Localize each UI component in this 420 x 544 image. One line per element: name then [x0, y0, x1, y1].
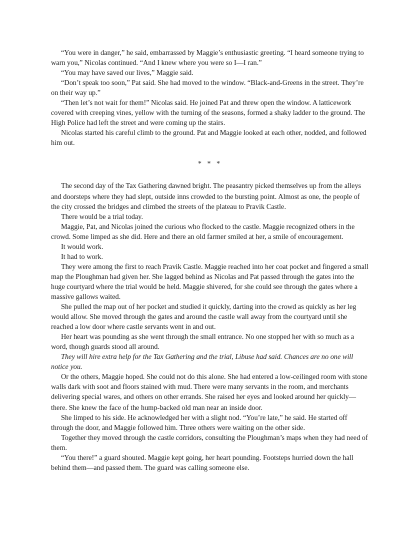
paragraph: There would be a trial today.: [61, 212, 144, 221]
paragraph: They were among the first to reach Pravik Castle. Maggie reached into her coat pocket and fingered a small map the Ploughman had given her. She lagged behind as Nicolas and Pat passed through the gates into the huge courtyard where the trial would be held. Maggie shivered, for she could see through the gates where a massive gallows waited.: [51, 262, 369, 301]
paragraph: “Don’t speak too soon,” Pat said. She had moved to the window. “Black-and-Greens in the street. They’re on their way up.”: [51, 79, 364, 98]
paragraph: “Then let’s not wait for them!” Nicolas said. He joined Pat and threw open the window. A latticework covered with creeping vines, yellow with the turning of the seasons, formed a shaky ladder to the ground. The High Police had left the street and were coming up the stairs.: [51, 99, 366, 128]
paragraph: It had to work.: [61, 252, 104, 261]
paragraph: Her heart was pounding as she went through the small entrance. No one stopped her with so much as a word, though guards stood all around.: [51, 333, 355, 352]
paragraph: She limped to his side. He acknowledged her with a slight nod. “You’re late,” he said. He started off through the door, and Maggie followed him. Three others were waiting on the other side.: [51, 413, 348, 432]
paragraph: Together they moved through the castle corridors, consulting the Ploughman’s maps when they had need of them.: [51, 433, 368, 452]
paragraph: Maggie, Pat, and Nicolas joined the curious who flocked to the castle. Maggie recognized others in the crowd. Some limped as she did. Here and there an old farmer smiled at her, a smile of encouragement.: [51, 222, 355, 241]
italic-paragraph: They will hire extra help for the Tax Gathering and the trial, Libuse had said. Chances are no one will notice you.: [51, 353, 354, 372]
paragraph: The second day of the Tax Gathering dawned bright. The peasantry picked themselves up from the alleys and doorsteps where they had slept, outside inns crowded to the bursting point. Almost as one, the people of the city crossed the bridges and climbed the streets of the plateau to Pravik Castle.: [51, 182, 362, 211]
section-two: [51, 181, 369, 472]
paragraph: She pulled the map out of her pocket and studied it quickly, darting into the crowd as quickly as her leg would allow. She moved through the gates and around the castle wall away from the courtyard until she reached a low door where castle servants went in and out.: [51, 303, 357, 332]
paragraph: “You were in danger,” he said, embarrassed by Maggie’s enthusiastic greeting. “I heard someone trying to warn you,” Nicolas continued. “And I knew where you were so I—I ran.”: [51, 49, 364, 68]
paragraph: It would work.: [61, 242, 104, 251]
paragraph: Or the others, Maggie hoped. She could not do this alone. She had entered a low-ceilinged room with stone walls dark with soot and floors stained with mud. There were many servants in the room, and merchants delivering special wares, and others on other errands. She raised her eyes and looked around her quickly—there. She knew the face of the hump-backed old man near an inside door.: [51, 373, 368, 412]
paragraph: Nicolas started his careful climb to the ground. Pat and Maggie looked at each other, nodded, and followed him out.: [51, 129, 367, 148]
paragraph: “You there!” a guard shouted. Maggie kept going, her heart pounding. Footsteps hurried down the hall behind them—and passed them. The guard was calling someone else.: [51, 453, 354, 472]
scene-break: * * *: [198, 160, 222, 169]
paragraph: “You may have saved our lives,” Maggie said.: [61, 69, 194, 78]
section-one: [51, 48, 369, 148]
